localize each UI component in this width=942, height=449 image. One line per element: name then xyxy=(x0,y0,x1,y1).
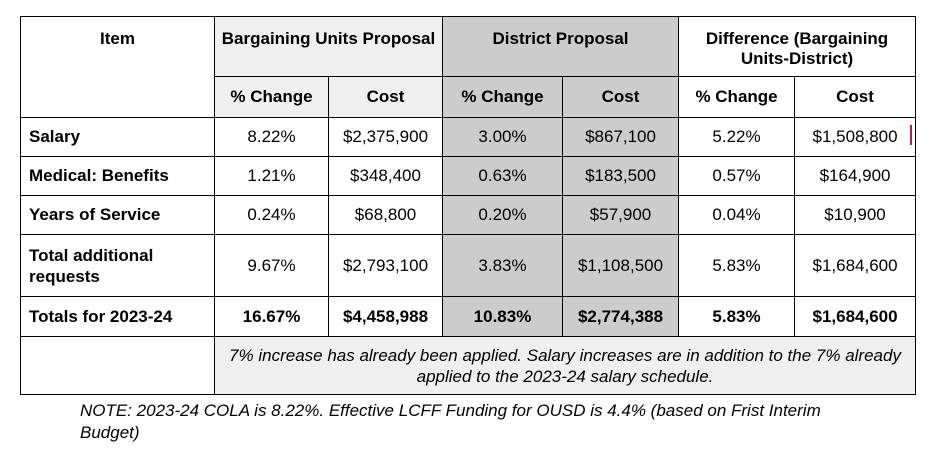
note-empty-cell xyxy=(21,337,215,395)
text-cursor xyxy=(910,125,912,145)
bu-pct: 9.67% xyxy=(215,235,329,297)
bargaining-header: Bargaining Units Proposal xyxy=(215,17,443,77)
diff-pct: 0.57% xyxy=(679,157,795,196)
diff-pct-header: % Change xyxy=(679,77,795,118)
dp-pct: 3.83% xyxy=(443,235,563,297)
diff-cost: $1,684,600 xyxy=(795,235,916,297)
diff-cost: $10,900 xyxy=(795,196,916,235)
bu-cost: $68,800 xyxy=(329,196,443,235)
totals-bu-pct: 16.67% xyxy=(215,297,329,337)
diff-cost-header: Cost xyxy=(795,77,916,118)
note-row xyxy=(21,337,916,395)
dp-pct-header: % Change xyxy=(443,77,563,118)
dp-cost: $57,900 xyxy=(563,196,679,235)
diff-cost: $1,508,800 xyxy=(795,118,916,157)
table-row xyxy=(21,196,916,235)
dp-pct: 0.63% xyxy=(443,157,563,196)
bu-cost: $2,375,900 xyxy=(329,118,443,157)
row-item: Years of Service xyxy=(21,196,215,235)
dp-pct: 3.00% xyxy=(443,118,563,157)
dp-cost-header: Cost xyxy=(563,77,679,118)
bu-pct: 8.22% xyxy=(215,118,329,157)
bu-pct: 0.24% xyxy=(215,196,329,235)
bu-pct: 1.21% xyxy=(215,157,329,196)
totals-dp-pct: 10.83% xyxy=(443,297,563,337)
table-row xyxy=(21,235,916,297)
table-note: 7% increase has already been applied. Salary increases are in addition to the 7% already applied to the 2023-24 salary schedule. xyxy=(215,337,916,395)
totals-bu-cost: $4,458,988 xyxy=(329,297,443,337)
dp-cost: $867,100 xyxy=(563,118,679,157)
totals-label: Totals for 2023-24 xyxy=(21,297,215,337)
dp-cost: $1,108,500 xyxy=(563,235,679,297)
totals-row xyxy=(21,297,916,337)
totals-diff-pct: 5.83% xyxy=(679,297,795,337)
row-item: Salary xyxy=(21,118,215,157)
bu-pct-header: % Change xyxy=(215,77,329,118)
bu-cost: $348,400 xyxy=(329,157,443,196)
bu-cost-header: Cost xyxy=(329,77,443,118)
row-item: Medical: Benefits xyxy=(21,157,215,196)
item-header: Item xyxy=(21,17,215,118)
row-item: Total additional requests xyxy=(21,235,215,297)
dp-pct: 0.20% xyxy=(443,196,563,235)
table-row xyxy=(21,118,916,157)
footnote: NOTE: 2023-24 COLA is 8.22%. Effective LCFF Funding for OUSD is 4.4% (based on Frist Interim Budget) xyxy=(80,401,821,442)
table-row xyxy=(21,157,916,196)
diff-pct: 5.83% xyxy=(679,235,795,297)
bu-cost: $2,793,100 xyxy=(329,235,443,297)
totals-dp-cost: $2,774,388 xyxy=(563,297,679,337)
diff-pct: 5.22% xyxy=(679,118,795,157)
diff-pct: 0.04% xyxy=(679,196,795,235)
district-header: District Proposal xyxy=(443,17,679,77)
dp-cost: $183,500 xyxy=(563,157,679,196)
difference-header: Difference (Bargaining Units-District) xyxy=(679,17,916,77)
totals-diff-cost: $1,684,600 xyxy=(795,297,916,337)
cost-comparison-table xyxy=(20,16,916,395)
diff-cost: $164,900 xyxy=(795,157,916,196)
